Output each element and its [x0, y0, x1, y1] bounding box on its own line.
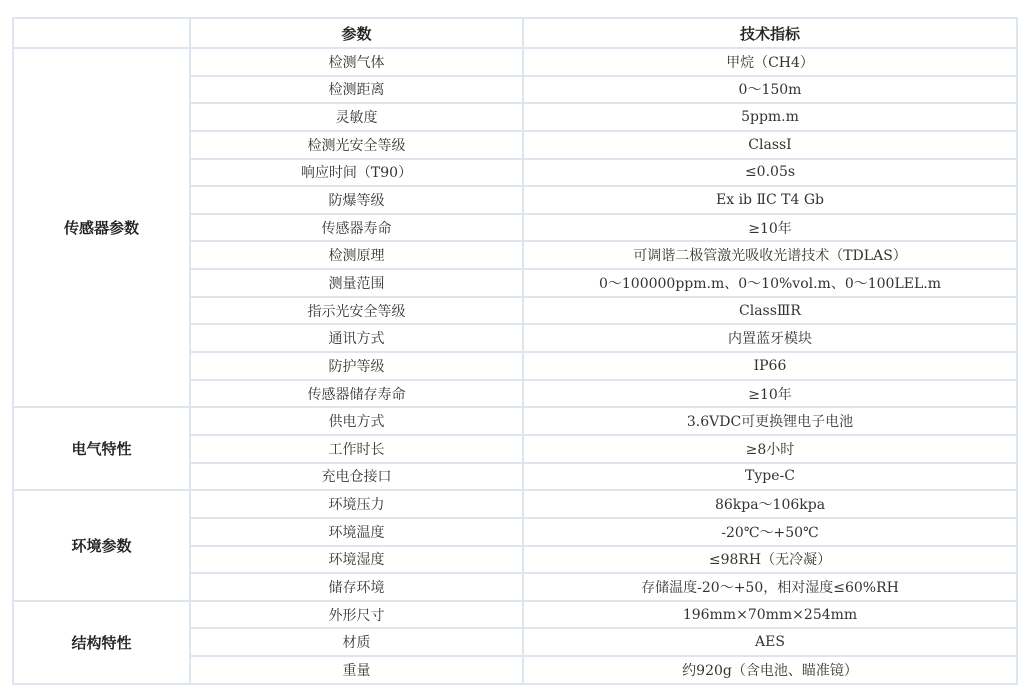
- spec-value: 内置蓝牙模块: [523, 324, 1017, 352]
- spec-value: ≥8小时: [523, 435, 1017, 463]
- param-name: 外形尺寸: [190, 601, 523, 629]
- spec-value: Ex ib ⅡC T4 Gb: [523, 186, 1017, 214]
- spec-value: 存储温度-20～+50，相对湿度≤60%RH: [523, 573, 1017, 601]
- spec-value: ≥10年: [523, 214, 1017, 242]
- param-name: 检测距离: [190, 76, 523, 104]
- spec-table-body: [13, 48, 1017, 684]
- param-name: 传感器储存寿命: [190, 380, 523, 408]
- spec-value: ≤98RH（无冷凝）: [523, 546, 1017, 574]
- spec-value: ≥10年: [523, 380, 1017, 408]
- spec-value: 86kpa～106kpa: [523, 490, 1017, 518]
- spec-value: ClassⅢR: [523, 297, 1017, 325]
- param-name: 指示光安全等级: [190, 297, 523, 325]
- param-name: 测量范围: [190, 269, 523, 297]
- param-name: 储存环境: [190, 573, 523, 601]
- spec-value: ≤0.05s: [523, 159, 1017, 187]
- header-spec: 技术指标: [523, 18, 1017, 48]
- param-name: 检测气体: [190, 48, 523, 76]
- spec-value: AES: [523, 628, 1017, 656]
- spec-value: IP66: [523, 352, 1017, 380]
- group-label: 电气特性: [13, 407, 190, 490]
- param-name: 充电仓接口: [190, 463, 523, 491]
- table-row: [13, 601, 1017, 629]
- param-name: 材质: [190, 628, 523, 656]
- spec-value: 可调谐二极管激光吸收光谱技术（TDLAS）: [523, 241, 1017, 269]
- spec-value: Type-C: [523, 463, 1017, 491]
- spec-value: 约920g（含电池、瞄准镜）: [523, 656, 1017, 684]
- group-label: 环境参数: [13, 490, 190, 601]
- spec-value: ClassⅠ: [523, 131, 1017, 159]
- param-name: 响应时间（T90）: [190, 159, 523, 187]
- group-label: 结构特性: [13, 601, 190, 684]
- param-name: 环境温度: [190, 518, 523, 546]
- table-header-row: [13, 18, 1017, 48]
- spec-value: -20℃～+50℃: [523, 518, 1017, 546]
- spec-table: [12, 17, 1018, 685]
- spec-value: 0～150m: [523, 76, 1017, 104]
- param-name: 防护等级: [190, 352, 523, 380]
- header-param: 参数: [190, 18, 523, 48]
- param-name: 工作时长: [190, 435, 523, 463]
- spec-value: 甲烷（CH4）: [523, 48, 1017, 76]
- param-name: 环境压力: [190, 490, 523, 518]
- param-name: 传感器寿命: [190, 214, 523, 242]
- param-name: 供电方式: [190, 407, 523, 435]
- table-row: [13, 48, 1017, 76]
- spec-value: 0～100000ppm.m、0～10%vol.m、0～100LEL.m: [523, 269, 1017, 297]
- param-name: 防爆等级: [190, 186, 523, 214]
- param-name: 重量: [190, 656, 523, 684]
- table-row: [13, 490, 1017, 518]
- spec-value: 3.6VDC可更换锂电子电池: [523, 407, 1017, 435]
- param-name: 灵敏度: [190, 103, 523, 131]
- spec-value: 5ppm.m: [523, 103, 1017, 131]
- spec-value: 196mm×70mm×254mm: [523, 601, 1017, 629]
- param-name: 环境湿度: [190, 546, 523, 574]
- header-group-cell: [13, 18, 190, 48]
- param-name: 通讯方式: [190, 324, 523, 352]
- group-label: 传感器参数: [13, 48, 190, 407]
- param-name: 检测光安全等级: [190, 131, 523, 159]
- param-name: 检测原理: [190, 241, 523, 269]
- table-row: [13, 407, 1017, 435]
